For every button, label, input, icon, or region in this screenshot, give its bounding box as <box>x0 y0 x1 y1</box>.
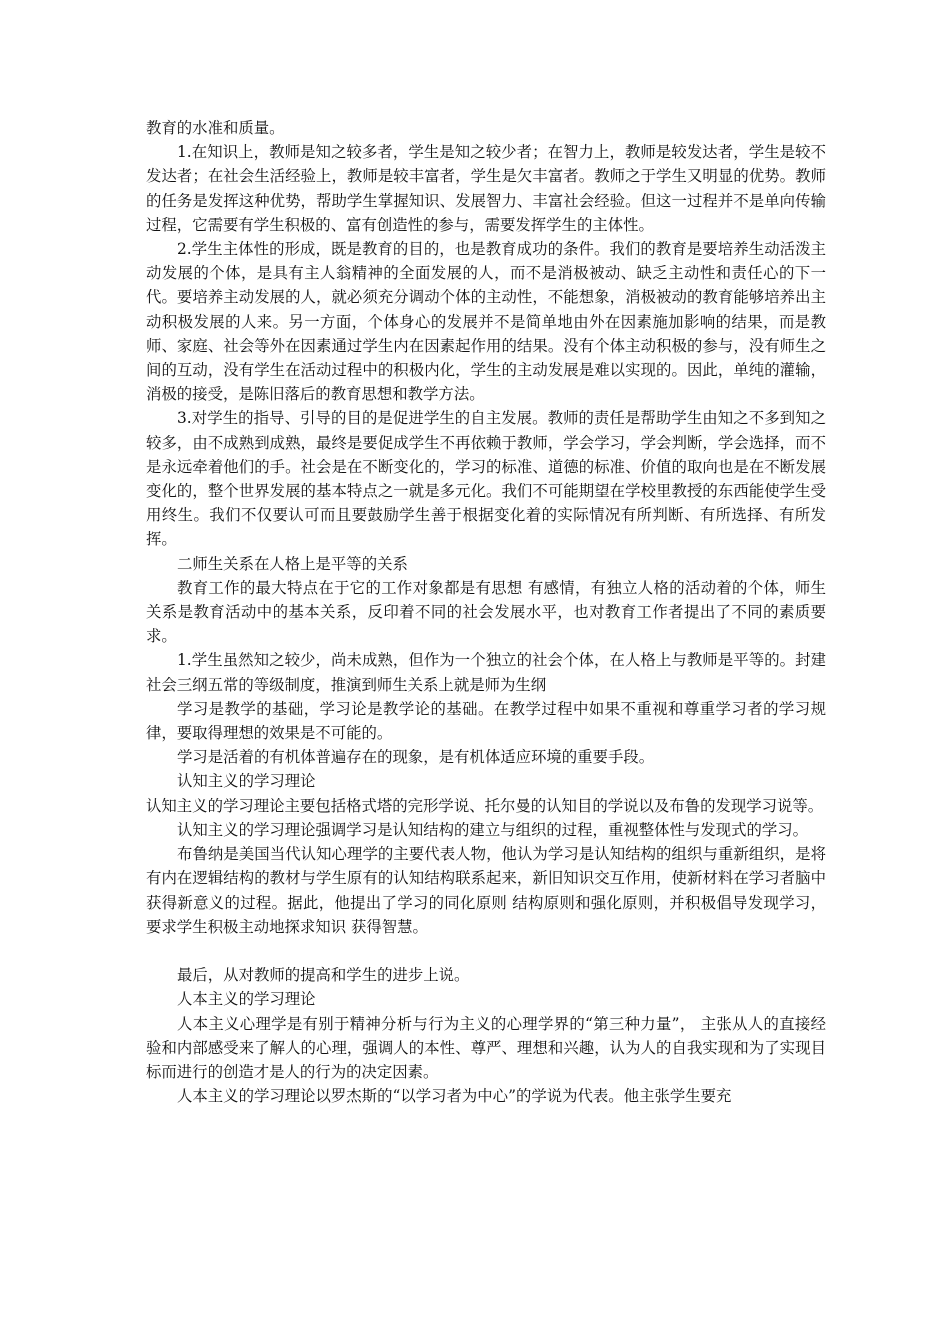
paragraph: 人本主义心理学是有别于精神分析与行为主义的心理学界的“第三种力量”， 主张从人的直接经验和内部感受来了解人的心理，强调人的本性、尊严、理想和兴趣，认为人的自我实现和为了实现目标而进行的创造才是人的行为的决定因素。 <box>146 1014 826 1081</box>
paragraph: 人本主义的学习理论以罗杰斯的“以学习者为中心”的学说为代表。他主张学生要充 <box>177 1087 732 1106</box>
paragraph: 布鲁纳是美国当代认知心理学的主要代表人物，他认为学习是认知结构的组织与重新组织，是将有内在逻辑结构的教材与学生原有的认知结构联系起来，新旧知识交互作用，使新材料在学习者脑中获得新意义的过程。据此，他提出了学习的同化原则 结构原则和强化原则，并积极倡导发现学习，要求学生积极主动地探求知识 获得智慧。 <box>146 845 826 936</box>
section-heading: 认知主义的学习理论 <box>177 772 316 791</box>
document-page <box>146 116 826 1108</box>
section-heading: 人本主义的学习理论 <box>177 990 316 1009</box>
paragraph: 3.对学生的指导、引导的目的是促进学生的自主发展。教师的责任是帮助学生由知之不多到知之较多，由不成熟到成熟，最终是要促成学生不再依赖于教师，学会学习，学会判断，学会选择，而不是永远牵着他们的手。社会是在不断变化的，学习的标准、道德的标准、价值的取向也是在不断发展变化的，整个世界发展的基本特点之一就是多元化。我们不可能期望在学校里教授的东西能使学生受用终生。我们不仅要认可而且要鼓励学生善于根据变化着的实际情况有所判断、有所选择、有所发挥。 <box>146 409 826 549</box>
blank-line <box>146 939 826 963</box>
paragraph: 教育工作的最大特点在于它的工作对象都是有思想 有感情，有独立人格的活动着的个体，师生关系是教育活动中的基本关系，反印着不同的社会发展水平，也对教育工作者提出了不同的素质要求。 <box>146 578 826 646</box>
paragraph: 认知主义的学习理论强调学习是认知结构的建立与组织的过程，重视整体性与发现式的学习。 <box>177 820 809 839</box>
paragraph: 1.学生虽然知之较少，尚未成熟，但作为一个独立的社会个体，在人格上与教师是平等的。封建社会三纲五常的等级制度，推演到师生关系上就是师为生纲 <box>146 651 826 694</box>
section-heading: 二师生关系在人格上是平等的关系 <box>177 554 408 573</box>
paragraph: 学习是教学的基础，学习论是教学论的基础。在教学过程中如果不重视和尊重学习者的学习规律，要取得理想的效果是不可能的。 <box>146 699 826 743</box>
paragraph: 认知主义的学习理论主要包括格式塔的完形学说、托尔曼的认知目的学说以及布鲁的发现学习说等。 <box>146 796 824 815</box>
paragraph: 教育的水准和质量。 <box>146 119 285 137</box>
paragraph: 学习是活着的有机体普遍存在的现象，是有机体适应环境的重要手段。 <box>177 748 655 767</box>
paragraph: 最后，从对教师的提高和学生的进步上说。 <box>177 966 470 985</box>
paragraph: 1.在知识上，教师是知之较多者，学生是知之较少者；在智力上，教师是较发达者，学生是较不发达者；在社会生活经验上，教师是较丰富者，学生是欠丰富者。教师之于学生又明显的优势。教师的任务是发挥这种优势，帮助学生掌握知识、发展智力、丰富社会经验。但这一过程并不是单向传输过程，它需要有学生积极的、富有创造性的参与，需要发挥学生的主体性。 <box>146 143 826 234</box>
paragraph: 2.学生主体性的形成，既是教育的目的，也是教育成功的条件。我们的教育是要培养生动活泼主动发展的个体，是具有主人翁精神的全面发展的人，而不是消极被动、缺乏主动性和责任心的下一代。要培养主动发展的人，就必须充分调动个体的主动性，不能想象，消极被动的教育能够培养出主动积极发展的人来。另一方面，个体身心的发展并不是简单地由外在因素施加影响的结果，而是教师、家庭、社会等外在因素通过学生内在因素起作用的结果。没有个体主动积极的参与，没有师生之间的互动，没有学生在活动过程中的积极内化，学生的主动发展是难以实现的。因此，单纯的灌输，消极的接受，是陈旧落后的教育思想和教学方法。 <box>146 240 826 404</box>
